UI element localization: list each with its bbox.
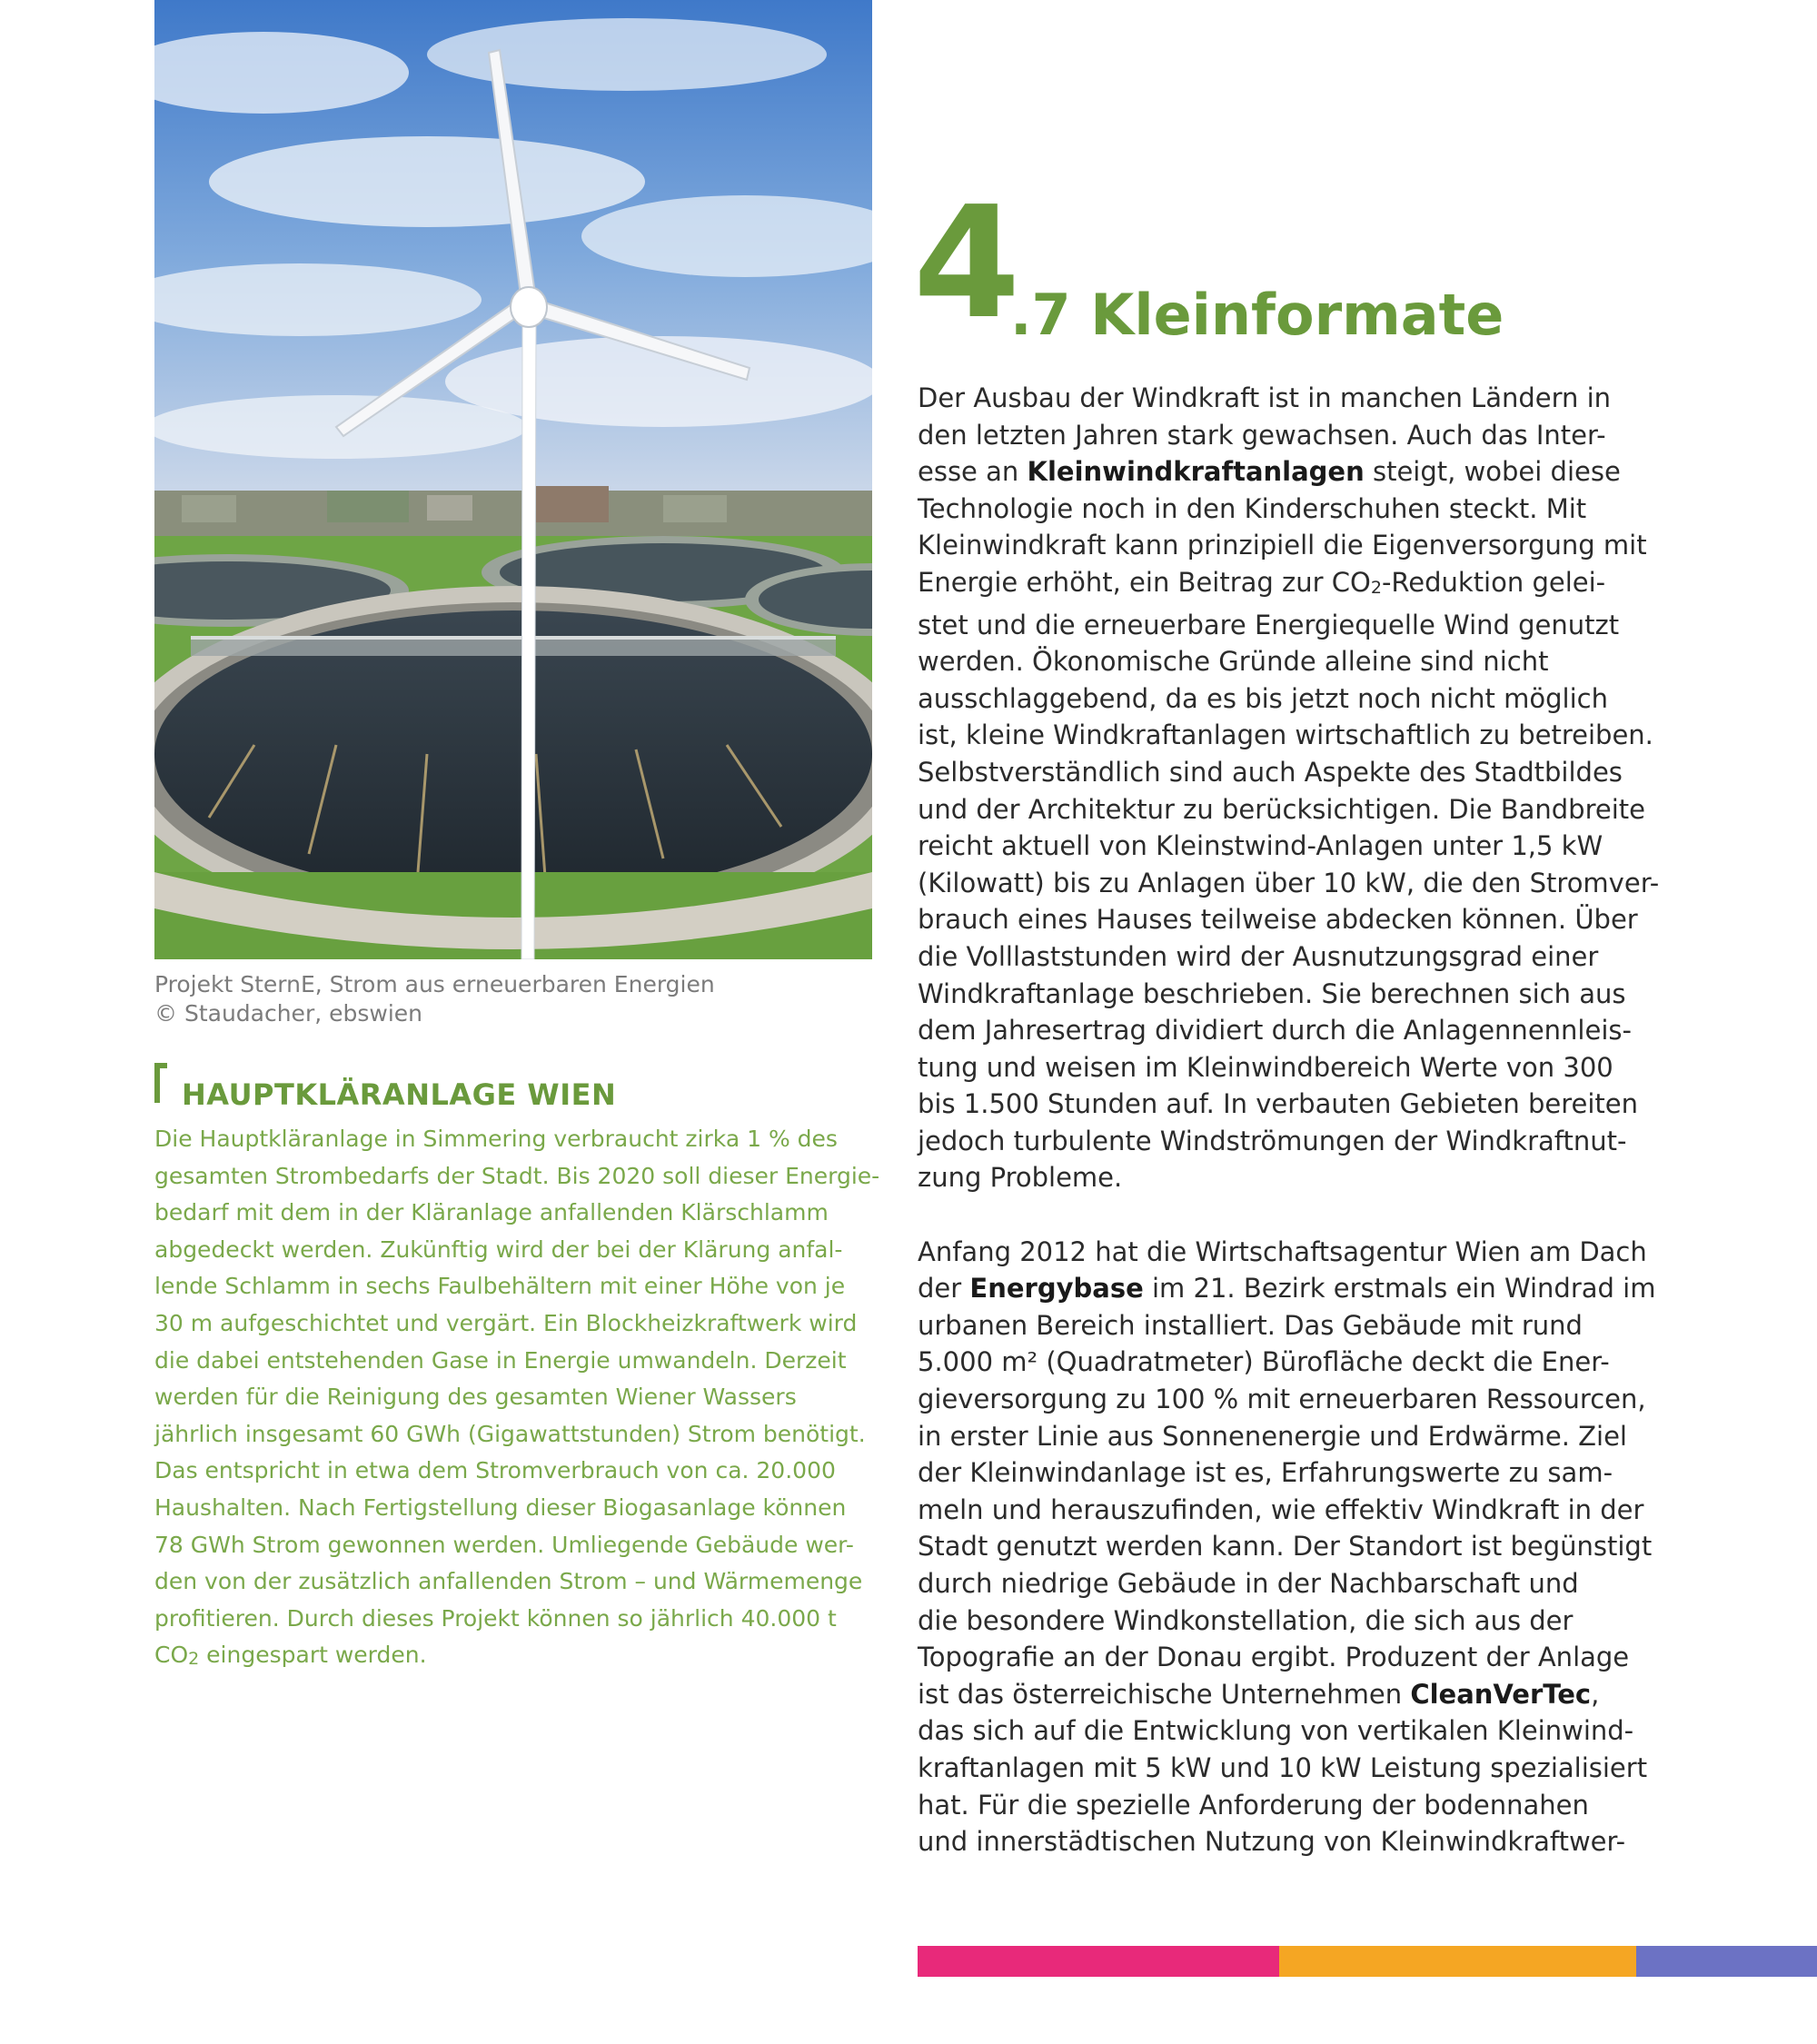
body-line: brauch eines Hauses teilweise abdecken können. Über: [918, 904, 1638, 936]
body-line: bis 1.500 Stunden auf. In verbauten Gebieten bereiten: [918, 1088, 1639, 1120]
sidebar-line: die dabei entstehenden Gase in Energie umwandeln. Derzeit: [154, 1346, 847, 1374]
body-line: hat. Für die spezielle Anforderung der bodennahen: [918, 1789, 1589, 1821]
sidebar-line: 30 m aufgeschichtet und vergärt. Ein Blockheizkraftwerk wird: [154, 1309, 858, 1336]
body-line: Der Ausbau der Windkraft ist in manchen Ländern in: [918, 382, 1612, 413]
body-line: Technologie noch in den Kinderschuhen steckt. Mit: [918, 492, 1587, 524]
body-line: dem Jahresertrag dividiert durch die Anlagennennleis-: [918, 1015, 1632, 1047]
section-number: 4: [913, 174, 1016, 353]
text-span: -Reduktion gelei-: [1381, 566, 1606, 598]
body-line: [918, 1676, 1644, 1713]
sidebar-last-line: [154, 1637, 881, 1678]
bold-term: Kleinwindkraftanlagen: [1027, 456, 1365, 488]
text-span: der: [918, 1273, 970, 1305]
body-line: den letzten Jahren stark gewachsen. Auch das Inter-: [918, 419, 1606, 451]
text-span: ,: [1591, 1678, 1600, 1710]
body-line: [918, 1270, 1656, 1307]
body-line: [918, 453, 1644, 491]
bold-term: Energybase: [969, 1273, 1144, 1305]
body-line: reicht aktuell von Kleinstwind-Anlagen unter 1,5 kW: [918, 830, 1604, 862]
body-line: die besondere Windkonstellation, die sich aus der: [918, 1604, 1574, 1636]
body-line: das sich auf die Entwicklung von vertikalen Kleinwind-: [918, 1715, 1634, 1747]
sidebar-line: Das entspricht in etwa dem Stromverbrauch von ca. 20.000: [154, 1457, 836, 1484]
sidebar-line: gesamten Strombedarfs der Stadt. Bis 2020 soll dieser Energie-: [154, 1162, 880, 1189]
body-line: urbanen Bereich installiert. Das Gebäude mit rund: [918, 1309, 1583, 1341]
body-line: Anfang 2012 hat die Wirtschaftsagentur Wien am Dach: [918, 1235, 1647, 1267]
body-line: in erster Linie aus Sonnenenergie und Erdwärme. Ziel: [918, 1420, 1627, 1452]
body-line: werden. Ökonomische Gründe alleine sind nicht: [918, 646, 1549, 678]
body-line: (Kilowatt) bis zu Anlagen über 10 kW, die den Stromver-: [918, 867, 1660, 898]
body-line: und innerstädtischen Nutzung von Kleinwindkraftwer-: [918, 1826, 1626, 1858]
body-line: tung und weisen im Kleinwindbereich Werte von 300: [918, 1051, 1613, 1083]
text-span: im 21. Bezirk erstmals ein Windrad im: [1143, 1273, 1656, 1305]
body-line: Selbstverständlich sind auch Aspekte des Stadtbildes: [918, 756, 1623, 788]
caption-line: Projekt SternE, Strom aus erneuerbaren Energien: [154, 971, 715, 997]
body-line: und der Architektur zu berücksichtigen. Die Bandbreite: [918, 793, 1645, 825]
body-line: ausschlaggebend, da es bis jetzt noch nicht möglich: [918, 682, 1608, 714]
photo-illustration: [154, 0, 872, 959]
body-line: zung Probleme.: [918, 1162, 1123, 1194]
photo-caption: [154, 970, 872, 1028]
body-line: Kleinwindkraft kann prinzipiell die Eigenversorgung mit: [918, 530, 1647, 561]
body-line: die Volllaststunden wird der Ausnutzungsgrad einer: [918, 940, 1599, 972]
sidebar-line: 78 GWh Strom gewonnen werden. Umliegende Gebäude wer-: [154, 1531, 854, 1558]
sidebar-line: werden für die Reinigung des gesamten Wiener Wassers: [154, 1384, 797, 1411]
body-line: der Kleinwindanlage ist es, Erfahrungswerte zu sam-: [918, 1457, 1613, 1489]
text-span: CO: [154, 1642, 189, 1669]
paragraph-gap: [918, 1196, 1644, 1234]
color-stripe-orange: [1279, 1946, 1636, 1977]
sidebar-text: [154, 1121, 881, 1678]
sidebar-line: jährlich insgesamt 60 GWh (Gigawattstunden) Strom benötigt.: [154, 1420, 866, 1447]
body-line: kraftanlagen mit 5 kW und 10 kW Leistung spezialisiert: [918, 1751, 1648, 1783]
heading-corner-mark: [154, 1063, 167, 1103]
color-stripe-blue: [1636, 1946, 1817, 1977]
sidebar-line: lende Schlamm in sechs Faulbehältern mit einer Höhe von je: [154, 1273, 846, 1300]
section-title: .7 Kleinformate: [1010, 282, 1504, 348]
sidebar-line: bedarf mit dem in der Kläranlage anfallenden Klärschlamm: [154, 1199, 829, 1226]
sidebar-line: den von der zusätzlich anfallenden Strom – und Wärmemenge: [154, 1568, 863, 1595]
color-stripe-pink: [918, 1946, 1279, 1977]
text-span: esse an: [918, 456, 1028, 488]
text-span: eingespart werden.: [199, 1642, 427, 1669]
body-line: 5.000 m² (Quadratmeter) Bürofläche deckt die Ener-: [918, 1346, 1610, 1378]
text-span: ist das österreichische Unternehmen: [918, 1678, 1411, 1710]
body-line: Windkraftanlage beschrieben. Sie berechnen sich aus: [918, 977, 1626, 1009]
body-line: [918, 564, 1644, 607]
body-line: jedoch turbulente Windströmungen der Windkraftnut-: [918, 1125, 1627, 1156]
body-line: Stadt genutzt werden kann. Der Standort ist begünstigt: [918, 1531, 1653, 1563]
sidebar-heading: HAUPTKLÄRANLAGE WIEN: [182, 1077, 617, 1112]
sidebar-line: abgedeckt werden. Zukünftig wird der bei der Klärung anfal-: [154, 1235, 843, 1263]
text-span: Energie erhöht, ein Beitrag zur CO: [918, 566, 1371, 598]
bold-term: CleanVerTec: [1410, 1678, 1592, 1710]
caption-credit: © Staudacher, ebswien: [154, 1000, 423, 1027]
wind-turbine-photo: [154, 0, 872, 959]
subscript: 2: [188, 1649, 200, 1670]
body-line: meln und herauszufinden, wie effektiv Windkraft in der: [918, 1493, 1644, 1525]
body-line: gieversorgung zu 100 % mit erneuerbaren Ressourcen,: [918, 1384, 1646, 1415]
body-line: stet und die erneuerbare Energiequelle Wind genutzt: [918, 609, 1620, 640]
body-line: ist, kleine Windkraftanlagen wirtschaftlich zu betreiben.: [918, 719, 1653, 751]
sidebar-line: Die Hauptkläranlage in Simmering verbraucht zirka 1 % des: [154, 1126, 838, 1152]
sidebar-line: profitieren. Durch dieses Projekt können so jährlich 40.000 t: [154, 1604, 837, 1632]
sidebar-line: Haushalten. Nach Fertigstellung dieser Biogasanlage können: [154, 1493, 847, 1521]
body-line: Topografie an der Donau ergibt. Produzent der Anlage: [918, 1642, 1630, 1673]
subscript: 2: [1370, 577, 1382, 598]
text-span: steigt, wobei diese: [1364, 456, 1621, 488]
body-line: durch niedrige Gebäude in der Nachbarschaft und: [918, 1568, 1579, 1599]
article-body: [918, 380, 1660, 1860]
